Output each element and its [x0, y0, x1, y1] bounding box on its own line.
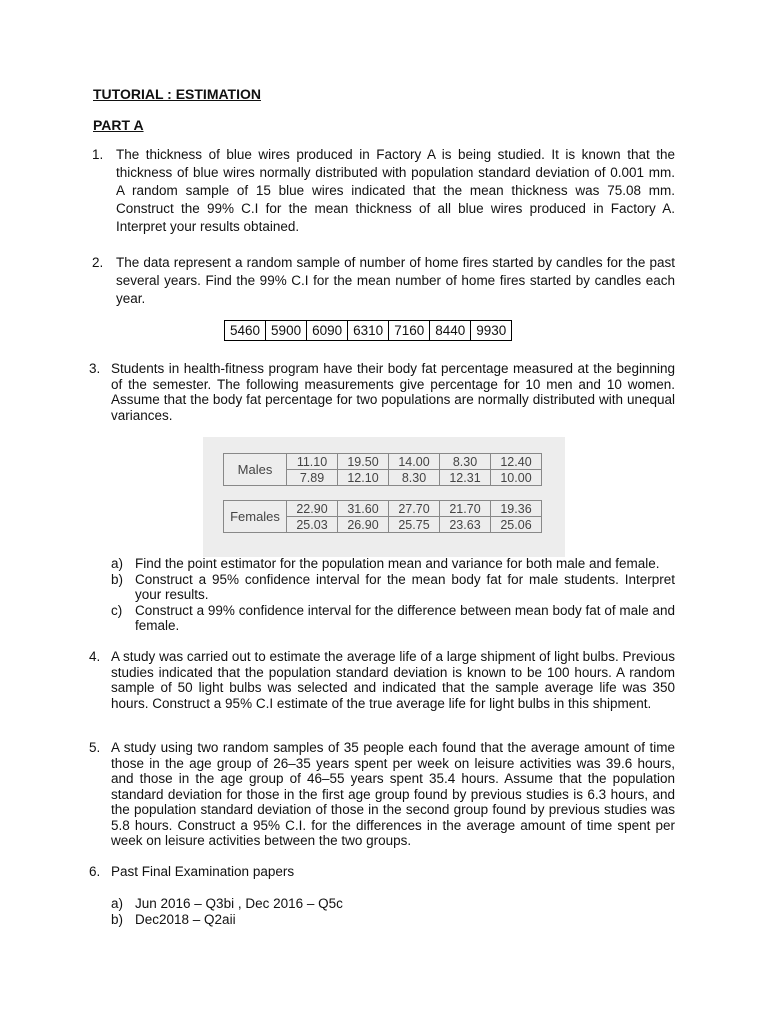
question-3: [89, 361, 675, 423]
question-text: A study was carried out to estimate the average life of a large shipment of light bulbs. Previous studies indicated that the population standard deviation is known to be 100 hours. A random sample of 50 light bulbs was selected and indicated that the sample average life was 350 hours. Construct a 95% C.I estimate of the true average life for light bulbs in this shipment.: [111, 649, 675, 711]
question-text: Students in health-fitness program have their body fat percentage measured at the beginning of the semester. The following measurements give percentage for 10 men and 10 women. Assume that the body fat percentage for two populations are normally distributed with unequal variances.: [111, 361, 675, 423]
question-text: A study using two random samples of 35 people each found that the average amount of time those in the age group of 26–35 years spent per week on leisure activities was 39.6 hours, and those in the age group of 46–55 years spent 35.4 hours. Assume that the population standard deviation for those in the first age group found by previous studies is 6.3 hours, and the population standard deviation of those in the second group found by previous studies was 5.8 hours. Construct a 95% C.I. for the differences in the average amount of time spent per week on leisure activities between the two groups.: [111, 740, 675, 848]
table-cell: 12.10: [338, 470, 389, 486]
table-cell: 21.70: [440, 501, 491, 517]
table-cell: 6310: [348, 321, 389, 341]
males-label: Males: [224, 454, 287, 486]
table-cell: 12.40: [491, 454, 542, 470]
sub-question: [111, 896, 675, 912]
table-cell: 8.30: [389, 470, 440, 486]
question-number: 2.: [92, 255, 104, 270]
question-number: 4.: [89, 649, 101, 664]
females-table: [223, 500, 542, 533]
table-cell: 25.03: [287, 517, 338, 533]
question-3-parts: [111, 556, 675, 634]
body-fat-data-image: [203, 437, 565, 557]
table-cell: 6090: [307, 321, 348, 341]
table-cell: 11.10: [287, 454, 338, 470]
table-cell: 7160: [389, 321, 430, 341]
question-5: [89, 740, 675, 849]
table-cell: 31.60: [338, 501, 389, 517]
question-6-parts: [111, 896, 675, 927]
sub-question-text: Find the point estimator for the population mean and variance for both male and female.: [135, 556, 660, 571]
table-cell: 25.06: [491, 517, 542, 533]
table-cell: 8.30: [440, 454, 491, 470]
sub-question-label: a): [111, 896, 124, 911]
females-label: Females: [224, 501, 287, 533]
question-number: 6.: [89, 864, 101, 879]
question-6: [89, 864, 675, 880]
table-cell: 22.90: [287, 501, 338, 517]
table-cell: 9930: [471, 321, 512, 341]
table-cell: 25.75: [389, 517, 440, 533]
table-row: [224, 501, 542, 517]
table-cell: 5460: [225, 321, 266, 341]
question-number: 5.: [89, 740, 101, 755]
sub-question-label: c): [111, 602, 123, 618]
sub-question-text: Construct a 95% confidence interval for the mean body fat for male students. Interpret your results.: [135, 571, 675, 602]
question-number: 3.: [89, 361, 101, 376]
sub-question-text: Dec2018 – Q2aii: [135, 911, 236, 927]
part-heading: PART A: [93, 117, 144, 133]
sub-question-text: Jun 2016 – Q3bi , Dec 2016 – Q5c: [135, 896, 343, 911]
question-text: The thickness of blue wires produced in Factory A is being studied. It is known that the thickness of blue wires normally distributed with population standard deviation of 0.001 mm. A random sample of 15 blue wires indicated that the mean thickness was 75.08 mm. Construct the 99% C.I for the mean thickness of all blue wires produced in Factory A. Interpret your results obtained.: [116, 147, 675, 234]
table-cell: 8440: [430, 321, 471, 341]
table-row: [224, 454, 542, 470]
sub-question-label: a): [111, 556, 124, 571]
males-table: [223, 453, 542, 486]
sub-question-text: Construct a 99% confidence interval for the difference between mean body fat of male and female.: [135, 602, 675, 633]
table-cell: 5900: [266, 321, 307, 341]
sub-question: [111, 912, 675, 928]
question-text: The data represent a random sample of number of home fires started by candles for the past several years. Find the 99% C.I for the mean number of home fires started by candles each year.: [116, 255, 675, 306]
document-title: TUTORIAL : ESTIMATION: [93, 86, 261, 102]
question-2: [92, 254, 675, 308]
sub-question: [111, 572, 675, 603]
question-number: 1.: [92, 147, 104, 162]
question-text: Past Final Examination papers: [111, 864, 295, 879]
home-fires-table: [224, 320, 512, 341]
sub-question: [111, 556, 675, 572]
table-cell: 19.50: [338, 454, 389, 470]
question-1: [92, 146, 675, 236]
sub-question-label: b): [111, 911, 124, 927]
sub-question: [111, 603, 675, 634]
question-4: [89, 649, 675, 711]
table-cell: 26.90: [338, 517, 389, 533]
table-row: [225, 321, 512, 341]
sub-question-label: b): [111, 571, 124, 587]
table-cell: 19.36: [491, 501, 542, 517]
table-cell: 27.70: [389, 501, 440, 517]
table-cell: 10.00: [491, 470, 542, 486]
table-cell: 7.89: [287, 470, 338, 486]
table-cell: 14.00: [389, 454, 440, 470]
table-cell: 23.63: [440, 517, 491, 533]
table-cell: 12.31: [440, 470, 491, 486]
